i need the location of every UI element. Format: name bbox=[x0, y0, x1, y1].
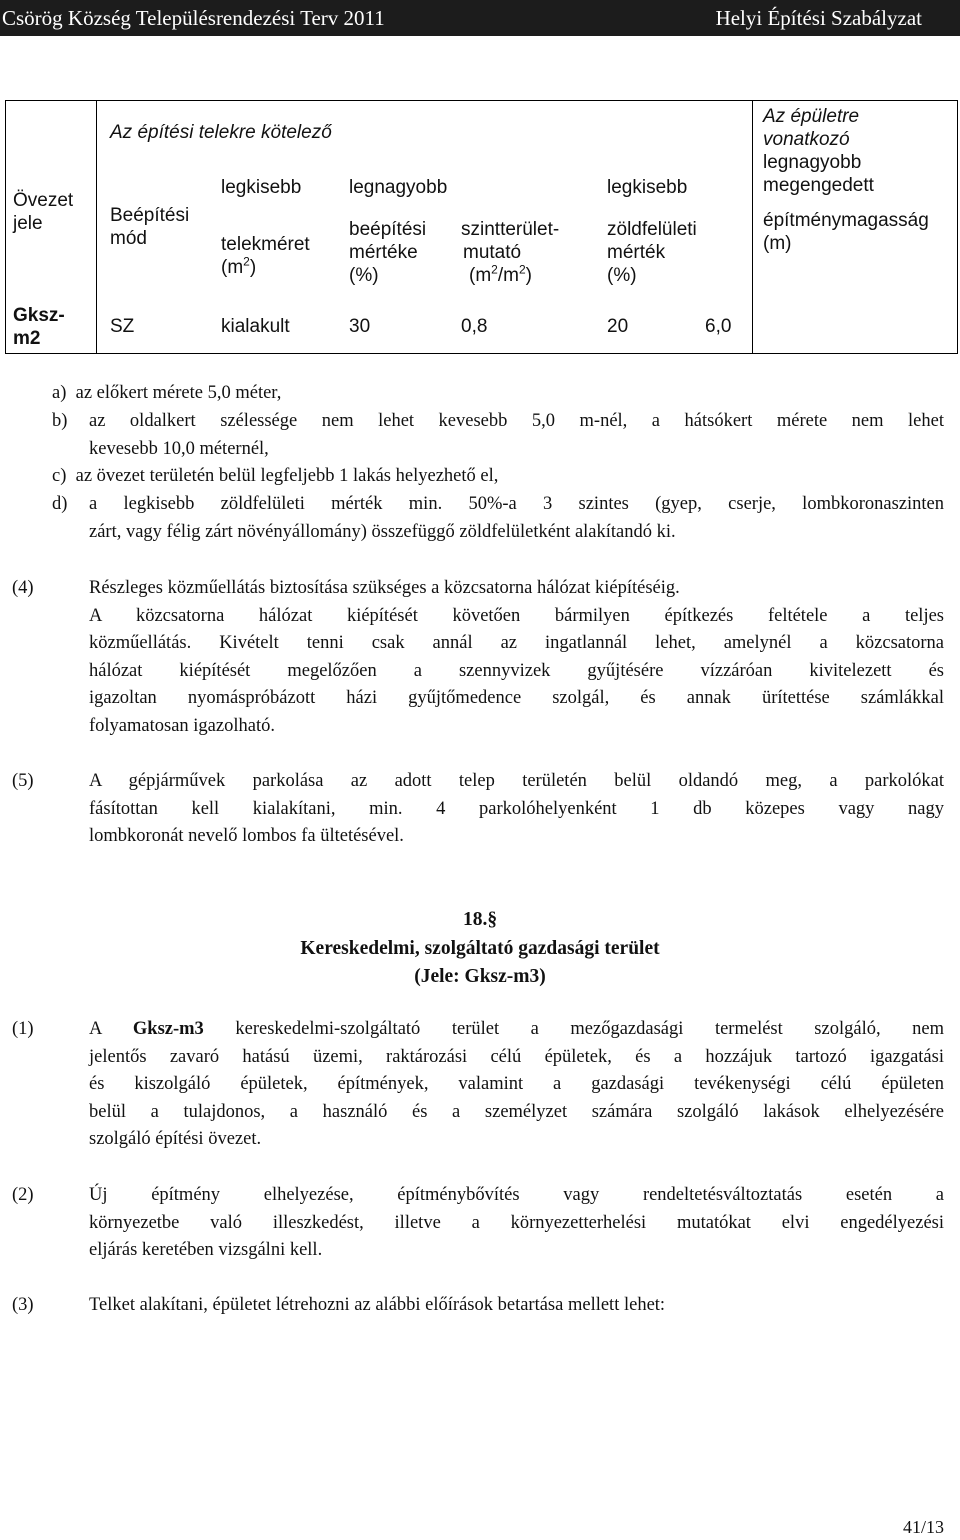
section-title: Kereskedelmi, szolgáltató gazdasági terület bbox=[300, 938, 660, 959]
list-item: az oldalkert szélessége nem lehet kevesebb 5,0 m-nél, a hátsókert mérete nem lehet kevesebb 10,0 méternél, bbox=[89, 411, 944, 459]
paragraph-s2: Új építmény elhelyezése, építménybővítés vagy rendeltetésváltoztatás esetén a környezetbe való illeszkedést, illetve a környezetterhelési mutatókat elvi engedélyezési eljárás keretében vizsgálni kell. bbox=[89, 1185, 944, 1260]
list-item-mark: b) bbox=[52, 411, 68, 431]
row-plot: kialakult bbox=[221, 316, 290, 337]
built-ratio-header: beépítési mértéke (%) bbox=[349, 219, 427, 286]
min-plot-header: legkisebb bbox=[221, 177, 302, 198]
table-rule bbox=[752, 101, 753, 353]
page-header bbox=[0, 0, 960, 36]
paragraph-number: (5) bbox=[12, 771, 34, 791]
floor-area-header: szintterület- mutató $(m^2/m^2)$ bbox=[461, 219, 560, 286]
table-rule bbox=[96, 101, 97, 353]
header-section: Helyi Építési Szabályzat bbox=[715, 6, 922, 30]
paragraph-number: (3) bbox=[12, 1295, 34, 1315]
required-group-header: Az építési telekre kötelező bbox=[110, 122, 332, 143]
zoning-table bbox=[5, 100, 958, 354]
list-item: a) az előkert mérete 5,0 méter, bbox=[52, 383, 282, 403]
zone-header: Övezet jele bbox=[13, 190, 74, 234]
paragraph-number: (2) bbox=[12, 1185, 34, 1205]
list-item-mark: d) bbox=[52, 494, 68, 514]
list-item: c) az övezet területén belül legfeljebb 1 lakás helyezhető el, bbox=[52, 466, 499, 486]
header-title: Csörög Község Településrendezési Terv 2011 bbox=[2, 6, 385, 30]
paragraph-number: (4) bbox=[12, 578, 34, 598]
list-item: a legkisebb zöldfelületi mérték min. 50%-a 3 szintes (gyep, cserje, lombkoronaszinten zárt, vagy félig zárt növényállomány) összefüggő zöldfelületként alakítandó ki. bbox=[89, 494, 944, 542]
height-header: Az épületre vonatkozó legnagyobb megengedett építménymagasság (m) bbox=[763, 106, 929, 254]
mode-header: Beépítési mód bbox=[110, 205, 190, 249]
paragraph-s1: A Gksz-m3 kereskedelmi-szolgáltató terület a mezőgazdasági termelést szolgáló, nem jelentős zavaró hatású üzemi, raktározási célú épületek, és a hozzájuk tartozó igazgatási és kiszolgáló épületek, építmények, valamint a gazdasági tevékenységi célú épületen belül a tulajdonos, a használó és a személyzet számára szolgáló lakások elhelyezésére szolgáló építési övezet. bbox=[89, 1019, 944, 1149]
section-subtitle: (Jele: Gksz-m3) bbox=[414, 966, 546, 987]
green-ratio-header: zöldfelületi mérték (%) bbox=[607, 219, 697, 286]
paragraph-s3: Telket alakítani, épületet létrehozni az alábbi előírások betartása mellett lehet: bbox=[89, 1295, 666, 1315]
max-header: legnagyobb bbox=[349, 177, 448, 198]
paragraph-4: Részleges közműellátás biztosítása szükséges a közcsatorna hálózat kiépítéséig. A közcsatorna hálózat kiépítését követően bármilyen építkezés feltétele a teljes közműellátás. Kivételt tenni csak annál az ingatlannál lehet, amelynél a közcsatorna hálózat kiépítését megelőzően a szennyvizek gyűjtésére vízzáróan kivitelezett és igazoltan nyomáspróbázott házi gyűjtőmedence szolgál, és annak ürítettése számlákkal folyamatosan igazolható. bbox=[89, 578, 944, 736]
section-number: 18.§ bbox=[462, 909, 498, 930]
row-far: 0,8 bbox=[461, 316, 488, 337]
page-number: 41/13 bbox=[902, 1517, 944, 1537]
plot-size-header: telekméret $(m^2)$ bbox=[221, 234, 310, 278]
zone-code: Gksz- m2 bbox=[13, 305, 65, 349]
paragraph-number: (1) bbox=[12, 1019, 34, 1039]
row-height: 6,0 bbox=[705, 316, 732, 337]
row-mode: SZ bbox=[110, 316, 135, 337]
paragraph-5: A gépjárművek parkolása az adott telep területén belül oldandó meg, a parkolókat fásítottan kell kialakítani, min. 4 parkolóhelyenként 1 db közepes vagy nagy lombkoronát nevelő lombos fa ültetésével. bbox=[89, 771, 944, 846]
row-green: 20 bbox=[607, 316, 629, 337]
row-built: 30 bbox=[349, 316, 371, 337]
min-green-header: legkisebb bbox=[607, 177, 688, 198]
